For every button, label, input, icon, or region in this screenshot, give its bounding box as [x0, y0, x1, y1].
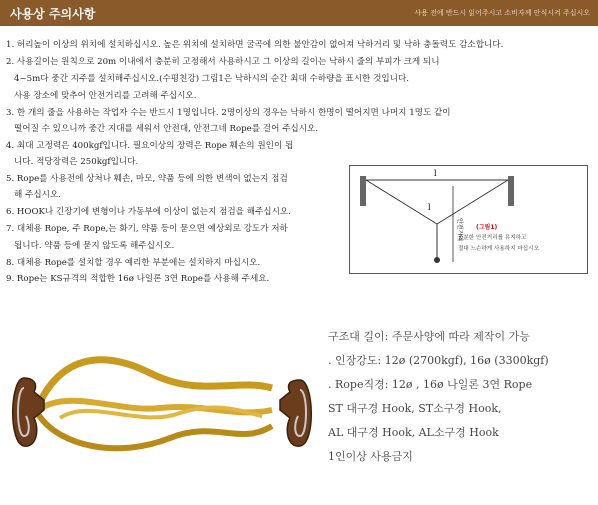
diagram-label-safe: 안전거리	[456, 218, 463, 242]
safety-diagram	[349, 165, 588, 274]
page-title: 사용상 주의사항	[10, 7, 96, 21]
list-item: 6. HOOK나 긴장기에 변형이나 가동부에 이상이 없는지 점검을 해주십시오.	[6, 207, 291, 217]
right-anchor	[508, 176, 514, 206]
spec-line: ST 대구경 Hook, ST소구경 Hook,	[328, 402, 502, 415]
header-bar	[0, 0, 598, 26]
rope-illustration	[0, 318, 330, 501]
list-item: 8. 대체용 Rope를 설치할 경우 예리한 부분에는 설치하지 마십시오.	[6, 258, 261, 268]
list-item: 3. 한 개의 줄을 사용하는 작업자 수는 반드시 1명입니다. 2명이상의 경우는 낙하시 한명이 떨어지면 나머지 1명도 같이	[6, 108, 451, 118]
list-item: 1. 허리높이 이상의 위치에 설치하십시오. 높은 위치에 설치하면 굴곡에 의한 불안감이 없어져 낙하거리 및 낙하 충돌력도 감소합니다.	[6, 40, 504, 50]
spec-line: . 인장강도: 12ø (2700kgf), 16ø (3300kgf)	[328, 354, 549, 367]
list-item: 떨어질 수 있으니까 중간 지대를 세워서 안전대, 안전그네 Rope를 걸어 주십시오.	[14, 124, 319, 134]
list-item: 해 주십시오.	[14, 190, 61, 200]
diagram-label-mid: l	[428, 203, 431, 212]
list-item: 9. Rope는 KS규격의 적합한 16ø 나일론 3연 Rope를 사용해 주세요.	[6, 274, 270, 284]
list-item: 4. 최대 고정력은 400kgf입니다. 필요이상의 장력은 Rope 훼손의 원인이 됩	[6, 141, 294, 151]
list-item: 4~5m다 중간 지주를 설치해주십시오.(수평친강) 그림1은 낙하시의 순간 최대 수하량을 표시한 것입니다.	[14, 74, 410, 84]
sag-line-right	[437, 180, 508, 224]
list-item: 5. Rope를 사용전에 상처나 훼손, 마모, 약품 등에 의한 변색이 없는지 점검	[6, 174, 288, 184]
list-item: 7. 대체용 Rope, 주 Rope,는 화기, 약품 등이 묻으면 예상외로 강도가 저하	[6, 224, 288, 234]
worker-figure	[434, 257, 440, 263]
diagram-caption-title: (그림1)	[476, 224, 498, 231]
list-item: 됩니다. 약품 등에 묻지 않도록 해주십시오.	[14, 241, 175, 251]
list-item: 사용 장소에 맞추어 안전거리를 고려해 주십시오.	[14, 91, 197, 101]
rope-sag-diagram	[350, 166, 587, 273]
spec-line: 1인이상 사용금지	[328, 450, 413, 463]
spec-line: 구조대 길이: 주문사양에 따라 제작이 가능	[328, 330, 530, 343]
diagram-caption-line: 절대 느슨하게 사용하지 마십시오	[458, 246, 539, 252]
sag-line-left	[366, 180, 437, 224]
spec-line: AL 대구경 Hook, AL소구경 Hook	[328, 426, 499, 439]
list-item: 2. 사용길이는 원칙으로 20m 이내에서 충분히 고정해서 사용하시고 그 이상의 길이는 낙하시 줄의 부피가 크게 되니	[6, 57, 440, 67]
page-subtitle: 사용 전에 반드시 읽어주시고 소비자께 안식시켜 주십시오	[414, 9, 590, 17]
rope-product-photo	[0, 318, 330, 501]
spec-line: . Rope직경: 12ø , 16ø 나일론 3연 Rope	[328, 378, 533, 391]
list-item: 니다. 적당장력은 250kgf입니다.	[14, 157, 139, 167]
diagram-caption-line: 충분한 안전거리를 유지하고	[458, 235, 527, 241]
diagram-label-top: l	[434, 169, 437, 178]
left-anchor	[360, 176, 366, 206]
